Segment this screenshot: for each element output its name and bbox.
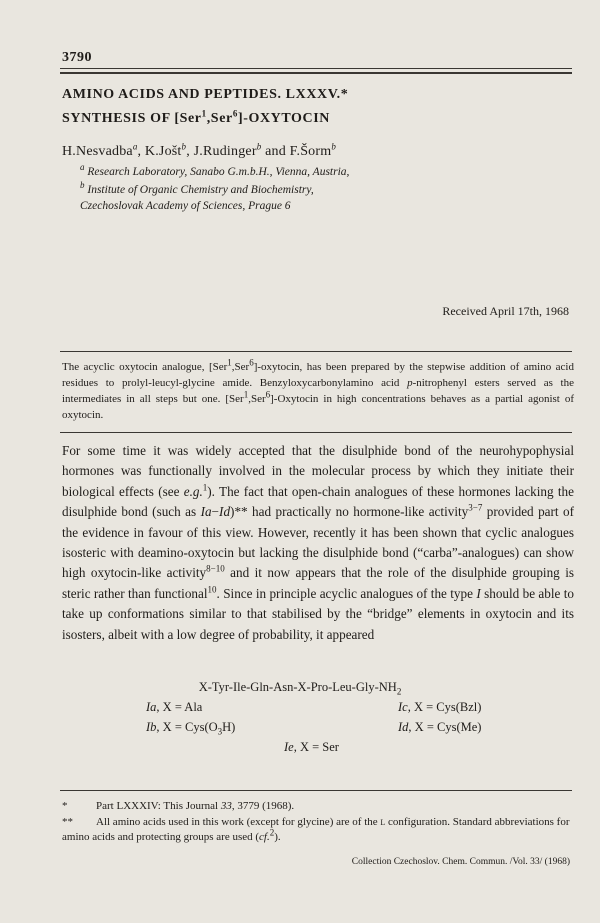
author-name: H.Nesvadba xyxy=(62,144,133,159)
footnote-1: * Part LXXXIV: This Journal 33, 3779 (1968). xyxy=(62,800,295,812)
abstract: The acyclic oxytocin analogue, [Ser$^1$,Ser$^6$]-oxytocin, has been prepared by the stepwise addition of amino acid residues to prolyl-leucyl-glycine amide. Benzyloxycarbonylamino acid p-nitrophenyl esters served as the intermediates in all steps but one. [Ser$^1$,Ser$^6$]-Oxytocin in high concentrations behaves as a partial agonist of oxytocin. xyxy=(62,357,574,421)
header-rule-thin xyxy=(60,68,572,69)
derivative-id: Id, X = Cys(Me) xyxy=(398,720,482,734)
derivative-ib: Ib, $X = Cys(O_3H)$ xyxy=(146,720,236,737)
author-name: F.Šorm xyxy=(289,144,332,159)
journal-footer: Collection Czechoslov. Chem. Commun. /Vol. 33/ (1968) xyxy=(351,857,570,867)
footnote-2: ** All amino acids used in this work (except for glycine) are of the l configuration. Standard abbreviations for amino acids and protecting groups are used (cf.$^2$). xyxy=(62,816,570,843)
derivative-ic: Ic, X = Cys(Bzl) xyxy=(398,700,482,714)
abstract-rule-top xyxy=(60,351,572,352)
author-name: J.Rudinger xyxy=(193,144,257,159)
affiliation-b-line2: Czechoslovak Academy of Sciences, Prague 6 xyxy=(80,200,291,212)
abstract-rule-bottom xyxy=(60,432,572,433)
affiliation-b: $^b$ Institute of Organic Chemistry and Biochemistry, xyxy=(80,180,314,196)
derivative-ie: Ie, X = Ser xyxy=(284,740,339,754)
received-date: Received April 17th, 1968 xyxy=(442,304,569,318)
footnote-rule xyxy=(60,790,572,791)
article-title-line2: SYNTHESIS OF [Ser$^1$,Ser$^6$]-OXYTOCIN xyxy=(62,108,331,126)
page-number: 3790 xyxy=(62,50,92,65)
article-title-line1: AMINO ACIDS AND PEPTIDES. LXXXV.* xyxy=(62,87,349,102)
body-text: For some time it was widely accepted that the disulphide bond of the neurohypophysial hormones was functionally involved in the molecular process by which they initiate their biological effects (see e.g.$^1$). The fact that open-chain analogues of these hormones lacking the disulphide bond (such as Ia−Id)** had practically no hormone-like activity$^{3-7}$ provided part of the evidence in favour of this view. However, recently it has been shown that cyclic analogues isosteric with deamino-oxytocin but lacking the disulphide bond (“carba”-analogues) can show high oxytocin-like activity$^{8-10}$ and it now appears that the role of the disulphide grouping is steric rather than functional$^{10}$. Since in principle acyclic analogues of the type I should be able to take up conformations similar to that stabilised by the “bridge” elements in oxytocin and its isosters, albeit with a low degree of probability, it appeared xyxy=(62,443,575,642)
peptide-formula: $X-Tyr-Ile-Gln-Asn-X-Pro-Leu-Gly-NH_2$ xyxy=(198,680,402,697)
affiliation-a: $^a$ Research Laboratory, Sanabo G.m.b.H., Vienna, Austria, xyxy=(80,162,350,178)
author-name: K.Jošt xyxy=(144,144,182,159)
author-list: H.Nesvadba$^a$, K.Jošt$^b$, J.Rudinger$^b$ and F.Šorm$^b$ xyxy=(62,141,337,159)
derivative-ia: Ia, X = Ala xyxy=(146,700,203,714)
header-rule-thick xyxy=(60,72,572,74)
